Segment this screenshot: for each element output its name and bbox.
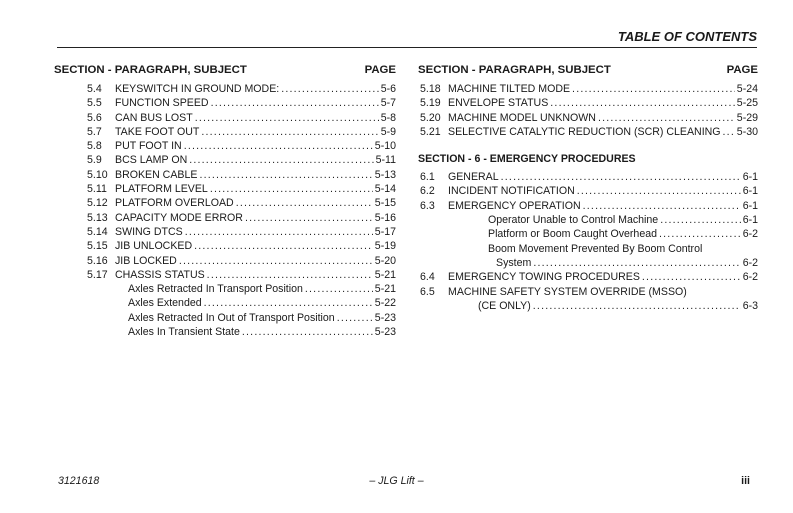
toc-entry[interactable] xyxy=(418,111,758,125)
entry-title: MACHINE SAFETY SYSTEM OVERRIDE (MSSO) xyxy=(448,285,687,298)
entry-page: 5-30 xyxy=(736,125,758,138)
leader-dots xyxy=(550,96,735,110)
subentry-title: Operator Unable to Control Machine xyxy=(488,214,659,227)
leader-dots xyxy=(184,139,373,153)
entry-title: (CE ONLY) xyxy=(478,299,531,312)
toc-entry[interactable] xyxy=(54,239,396,253)
entry-number: 6.4 xyxy=(420,271,435,284)
toc-left-column xyxy=(54,64,396,339)
column-header-page: PAGE xyxy=(364,64,396,76)
entry-number: 5.8 xyxy=(87,140,102,153)
entry-number: 5.12 xyxy=(87,197,108,210)
entry-title: MACHINE TILTED MODE xyxy=(448,83,571,95)
subentry-page: 5-23 xyxy=(374,311,396,324)
entry-title: CHASSIS STATUS xyxy=(115,268,205,281)
leader-dots xyxy=(242,325,373,339)
entry-page: 5-21 xyxy=(374,268,396,281)
toc-subentry[interactable] xyxy=(418,227,758,241)
leader-dots xyxy=(583,199,741,213)
leader-dots xyxy=(207,268,373,282)
entry-page: 5-11 xyxy=(375,154,396,167)
leader-dots xyxy=(660,213,741,227)
toc-subentry[interactable] xyxy=(54,325,396,339)
subentry-title: Boom Movement Prevented By Boom Control xyxy=(488,242,703,255)
toc-subentry[interactable] xyxy=(54,296,396,310)
entry-title: KEYSWITCH IN GROUND MODE: xyxy=(115,83,280,95)
leader-dots xyxy=(642,270,741,284)
leader-dots xyxy=(245,211,373,225)
entry-number: 5.10 xyxy=(87,168,108,181)
entry-number: 5.11 xyxy=(87,183,107,196)
entry-title: SELECTIVE CATALYTIC REDUCTION (SCR) CLEANING xyxy=(448,125,721,138)
toc-subentry[interactable] xyxy=(418,213,758,227)
entry-page: 5-15 xyxy=(374,197,396,210)
entry-title: GENERAL xyxy=(448,171,499,184)
entry-title: PLATFORM OVERLOAD xyxy=(115,197,234,210)
toc-entry[interactable] xyxy=(418,82,758,96)
entry-page: 5-8 xyxy=(380,111,396,124)
entry-title: EMERGENCY OPERATION xyxy=(448,199,581,212)
entry-number: 5.6 xyxy=(87,111,102,124)
column-header xyxy=(418,64,758,80)
toc-entry[interactable] xyxy=(54,111,396,125)
subentry-title: Axles Retracted In Out of Transport Position xyxy=(128,311,335,324)
leader-dots xyxy=(305,282,373,296)
page-number: iii xyxy=(741,475,750,487)
leader-dots xyxy=(533,299,741,313)
section-6-heading: SECTION - 6 - EMERGENCY PROCEDURES xyxy=(418,153,636,166)
toc-entry[interactable] xyxy=(54,139,396,153)
subentry-page: 6-2 xyxy=(742,256,758,269)
entry-page: 5-7 xyxy=(380,97,396,110)
entry-number: 5.9 xyxy=(87,154,102,167)
entry-number: 6.1 xyxy=(420,171,435,184)
toc-entry[interactable] xyxy=(418,170,758,184)
subentry-title: System xyxy=(496,256,532,269)
entry-title: BCS LAMP ON xyxy=(115,154,188,167)
toc-entry[interactable] xyxy=(54,82,396,96)
entry-page: 5-25 xyxy=(736,97,758,110)
entry-title: ENVELOPE STATUS xyxy=(448,97,549,110)
toc-entry-list xyxy=(54,82,396,282)
entry-page: 6-2 xyxy=(742,271,758,284)
entry-number: 5.14 xyxy=(87,225,108,238)
leader-dots xyxy=(185,225,373,239)
footer-brand: – JLG Lift – xyxy=(369,475,424,487)
toc-entry[interactable] xyxy=(54,182,396,196)
leader-dots xyxy=(194,239,373,253)
entry-page: 5-14 xyxy=(374,183,396,196)
entry-number: 5.20 xyxy=(420,111,441,124)
entry-page: 5-17 xyxy=(374,225,396,238)
entry-number: 6.5 xyxy=(420,285,435,298)
column-header xyxy=(54,64,396,80)
toc-entry-list xyxy=(418,82,758,139)
toc-subentry[interactable] xyxy=(54,311,396,325)
toc-entry[interactable] xyxy=(418,270,758,284)
entry-title: BROKEN CABLE xyxy=(115,168,198,181)
entry-title: CAN BUS LOST xyxy=(115,111,193,124)
leader-dots xyxy=(501,170,741,184)
leader-dots xyxy=(577,184,741,198)
entry-title: INCIDENT NOTIFICATION xyxy=(448,185,575,198)
leader-dots xyxy=(572,82,735,96)
entry-number: 6.2 xyxy=(420,185,435,198)
toc-subentry-line1[interactable] xyxy=(418,242,758,256)
entry-title: JIB UNLOCKED xyxy=(115,240,193,253)
entry-page: 5-13 xyxy=(374,168,396,181)
leader-dots xyxy=(723,125,735,139)
entry-title: EMERGENCY TOWING PROCEDURES xyxy=(448,271,640,284)
leader-dots xyxy=(204,296,373,310)
entry-page: 5-20 xyxy=(374,254,396,267)
leader-dots xyxy=(210,182,373,196)
entry-title: FUNCTION SPEED xyxy=(115,97,209,110)
entry-title: CAPACITY MODE ERROR xyxy=(115,211,243,224)
toc-entry[interactable] xyxy=(418,199,758,213)
entry-page: 5-10 xyxy=(374,140,396,153)
entry-number: 5.19 xyxy=(420,97,441,110)
subentry-page: 5-22 xyxy=(374,297,396,310)
entry-number: 6.3 xyxy=(420,199,435,212)
column-header-page: PAGE xyxy=(726,64,758,76)
toc-entry[interactable] xyxy=(54,96,396,110)
toc-entry[interactable] xyxy=(54,254,396,268)
toc-subentry-line2[interactable] xyxy=(418,256,758,270)
leader-dots xyxy=(337,311,373,325)
leader-dots xyxy=(201,125,378,139)
entry-title: PLATFORM LEVEL xyxy=(115,183,208,196)
toc-entry[interactable] xyxy=(54,153,396,167)
entry-page: 6-1 xyxy=(742,171,758,184)
toc-entry[interactable] xyxy=(54,125,396,139)
toc-entry-line2[interactable] xyxy=(418,299,758,313)
entry-page: 5-19 xyxy=(374,240,396,253)
leader-dots xyxy=(533,256,740,270)
entry-page: 5-9 xyxy=(380,125,396,138)
subentry-page: 5-21 xyxy=(374,283,396,296)
entry-number: 5.13 xyxy=(87,211,108,224)
page-title: TABLE OF CONTENTS xyxy=(617,29,757,44)
leader-dots xyxy=(179,254,373,268)
leader-dots xyxy=(195,111,379,125)
subentry-title: Axles In Transient State xyxy=(128,326,240,339)
toc-subentry-list xyxy=(54,282,396,339)
leader-dots xyxy=(236,196,373,210)
column-header-subject: SECTION - PARAGRAPH, SUBJECT xyxy=(54,64,247,76)
subentry-page: 6-1 xyxy=(742,214,758,227)
document-number: 3121618 xyxy=(58,475,100,487)
entry-page: 6-1 xyxy=(742,199,758,212)
leader-dots xyxy=(659,227,741,241)
leader-dots xyxy=(281,82,378,96)
toc-subentry[interactable] xyxy=(54,282,396,296)
entry-number: 5.17 xyxy=(87,268,108,281)
leader-dots xyxy=(189,153,373,167)
toc-entry-line1[interactable] xyxy=(418,285,758,299)
entry-page: 5-16 xyxy=(374,211,396,224)
toc-entry[interactable] xyxy=(54,168,396,182)
subentry-title: Platform or Boom Caught Overhead xyxy=(488,228,657,241)
subentry-title: Axles Retracted In Transport Position xyxy=(128,283,303,296)
leader-dots xyxy=(598,111,735,125)
toc-entry[interactable] xyxy=(418,125,758,139)
entry-number: 5.21 xyxy=(420,125,441,138)
leader-dots xyxy=(211,96,379,110)
entry-page: 6-3 xyxy=(742,299,758,312)
toc-entry[interactable] xyxy=(418,184,758,198)
entry-page: 6-1 xyxy=(742,185,758,198)
entry-title: SWING DTCS xyxy=(115,225,183,238)
entry-number: 5.16 xyxy=(87,254,108,267)
entry-page: 5-29 xyxy=(736,111,758,124)
entry-number: 5.5 xyxy=(87,97,102,110)
entry-title: MACHINE MODEL UNKNOWN xyxy=(448,111,596,124)
toc-right-column xyxy=(418,64,758,313)
leader-dots xyxy=(199,168,372,182)
entry-number: 5.18 xyxy=(420,83,441,95)
entry-title: TAKE FOOT OUT xyxy=(115,125,200,138)
entry-number: 5.4 xyxy=(87,83,102,95)
entry-page: 5-24 xyxy=(736,83,758,95)
toc-entry[interactable] xyxy=(54,196,396,210)
entry-page: 5-6 xyxy=(380,83,396,95)
entry-title: PUT FOOT IN xyxy=(115,140,182,153)
subentry-page: 6-2 xyxy=(742,228,758,241)
toc-entry[interactable] xyxy=(54,268,396,282)
toc-entry[interactable] xyxy=(418,96,758,110)
toc-entry[interactable] xyxy=(54,211,396,225)
entry-title: JIB LOCKED xyxy=(115,254,177,267)
subentry-page: 5-23 xyxy=(374,326,396,339)
entry-number: 5.15 xyxy=(87,240,108,253)
column-header-subject: SECTION - PARAGRAPH, SUBJECT xyxy=(418,64,611,76)
entry-number: 5.7 xyxy=(87,125,102,138)
header-divider xyxy=(57,47,757,48)
subentry-title: Axles Extended xyxy=(128,297,202,310)
toc-entry[interactable] xyxy=(54,225,396,239)
